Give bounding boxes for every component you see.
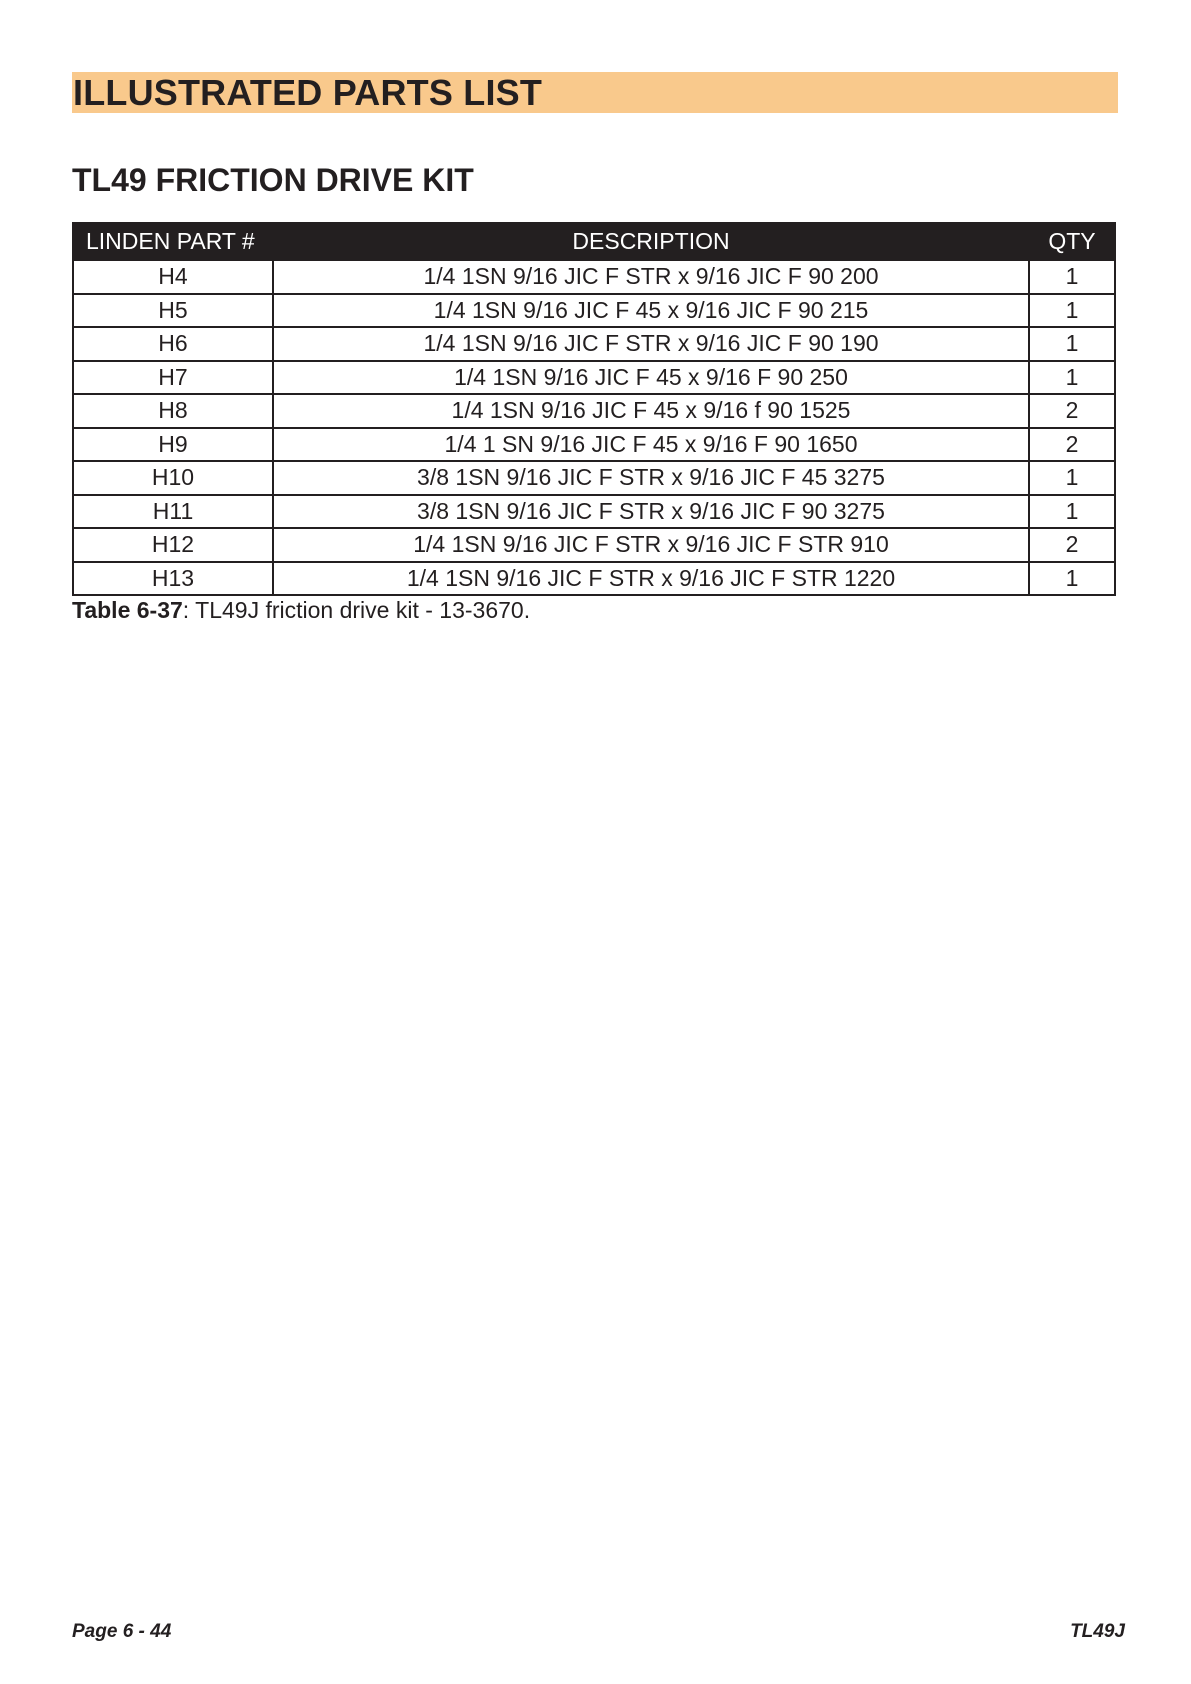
table-row xyxy=(73,528,1115,562)
table-row xyxy=(73,562,1115,596)
qty-cell: 1 xyxy=(1029,294,1115,328)
description-cell: 1/4 1SN 9/16 JIC F 45 x 9/16 JIC F 90 215 xyxy=(273,294,1029,328)
column-header-part: LINDEN PART # xyxy=(73,223,273,260)
qty-cell: 1 xyxy=(1029,361,1115,395)
part-number-cell: H11 xyxy=(73,495,273,529)
footer-page-number: Page 6 - 44 xyxy=(72,1621,172,1642)
part-number-cell: H4 xyxy=(73,260,273,294)
kit-title: TL49 FRICTION DRIVE KIT xyxy=(72,162,474,198)
table-row xyxy=(73,394,1115,428)
description-cell: 1/4 1 SN 9/16 JIC F 45 x 9/16 F 90 1650 xyxy=(273,428,1029,462)
qty-cell: 1 xyxy=(1029,562,1115,596)
caption-text: : TL49J friction drive kit - 13-3670. xyxy=(182,597,531,623)
table-row xyxy=(73,260,1115,294)
column-header-qty: QTY xyxy=(1029,223,1115,260)
qty-cell: 1 xyxy=(1029,461,1115,495)
section-title: ILLUSTRATED PARTS LIST xyxy=(73,72,543,113)
footer-model-name: TL49J xyxy=(1070,1621,1125,1642)
caption-label: Table 6-37 xyxy=(72,597,183,623)
part-number-cell: H8 xyxy=(73,394,273,428)
description-cell: 3/8 1SN 9/16 JIC F STR x 9/16 JIC F 45 3275 xyxy=(273,461,1029,495)
description-cell: 3/8 1SN 9/16 JIC F STR x 9/16 JIC F 90 3275 xyxy=(273,495,1029,529)
part-number-cell: H12 xyxy=(73,528,273,562)
part-number-cell: H10 xyxy=(73,461,273,495)
description-cell: 1/4 1SN 9/16 JIC F STR x 9/16 JIC F STR 910 xyxy=(273,528,1029,562)
part-number-cell: H5 xyxy=(73,294,273,328)
table-row xyxy=(73,428,1115,462)
section-banner xyxy=(72,72,1118,113)
qty-cell: 2 xyxy=(1029,528,1115,562)
description-cell: 1/4 1SN 9/16 JIC F STR x 9/16 JIC F 90 200 xyxy=(273,260,1029,294)
qty-cell: 1 xyxy=(1029,495,1115,529)
qty-cell: 2 xyxy=(1029,428,1115,462)
part-number-cell: H13 xyxy=(73,562,273,596)
table-row xyxy=(73,461,1115,495)
description-cell: 1/4 1SN 9/16 JIC F STR x 9/16 JIC F 90 190 xyxy=(273,327,1029,361)
description-cell: 1/4 1SN 9/16 JIC F 45 x 9/16 F 90 250 xyxy=(273,361,1029,395)
qty-cell: 1 xyxy=(1029,327,1115,361)
qty-cell: 1 xyxy=(1029,260,1115,294)
description-cell: 1/4 1SN 9/16 JIC F STR x 9/16 JIC F STR 1220 xyxy=(273,562,1029,596)
part-number-cell: H6 xyxy=(73,327,273,361)
table-caption xyxy=(72,595,530,625)
parts-table xyxy=(72,222,1116,596)
column-header-description: DESCRIPTION xyxy=(273,223,1029,260)
part-number-cell: H9 xyxy=(73,428,273,462)
qty-cell: 2 xyxy=(1029,394,1115,428)
table-row xyxy=(73,361,1115,395)
description-cell: 1/4 1SN 9/16 JIC F 45 x 9/16 f 90 1525 xyxy=(273,394,1029,428)
table-header-row xyxy=(73,223,1115,260)
table-row xyxy=(73,294,1115,328)
table-row xyxy=(73,327,1115,361)
part-number-cell: H7 xyxy=(73,361,273,395)
table-row xyxy=(73,495,1115,529)
